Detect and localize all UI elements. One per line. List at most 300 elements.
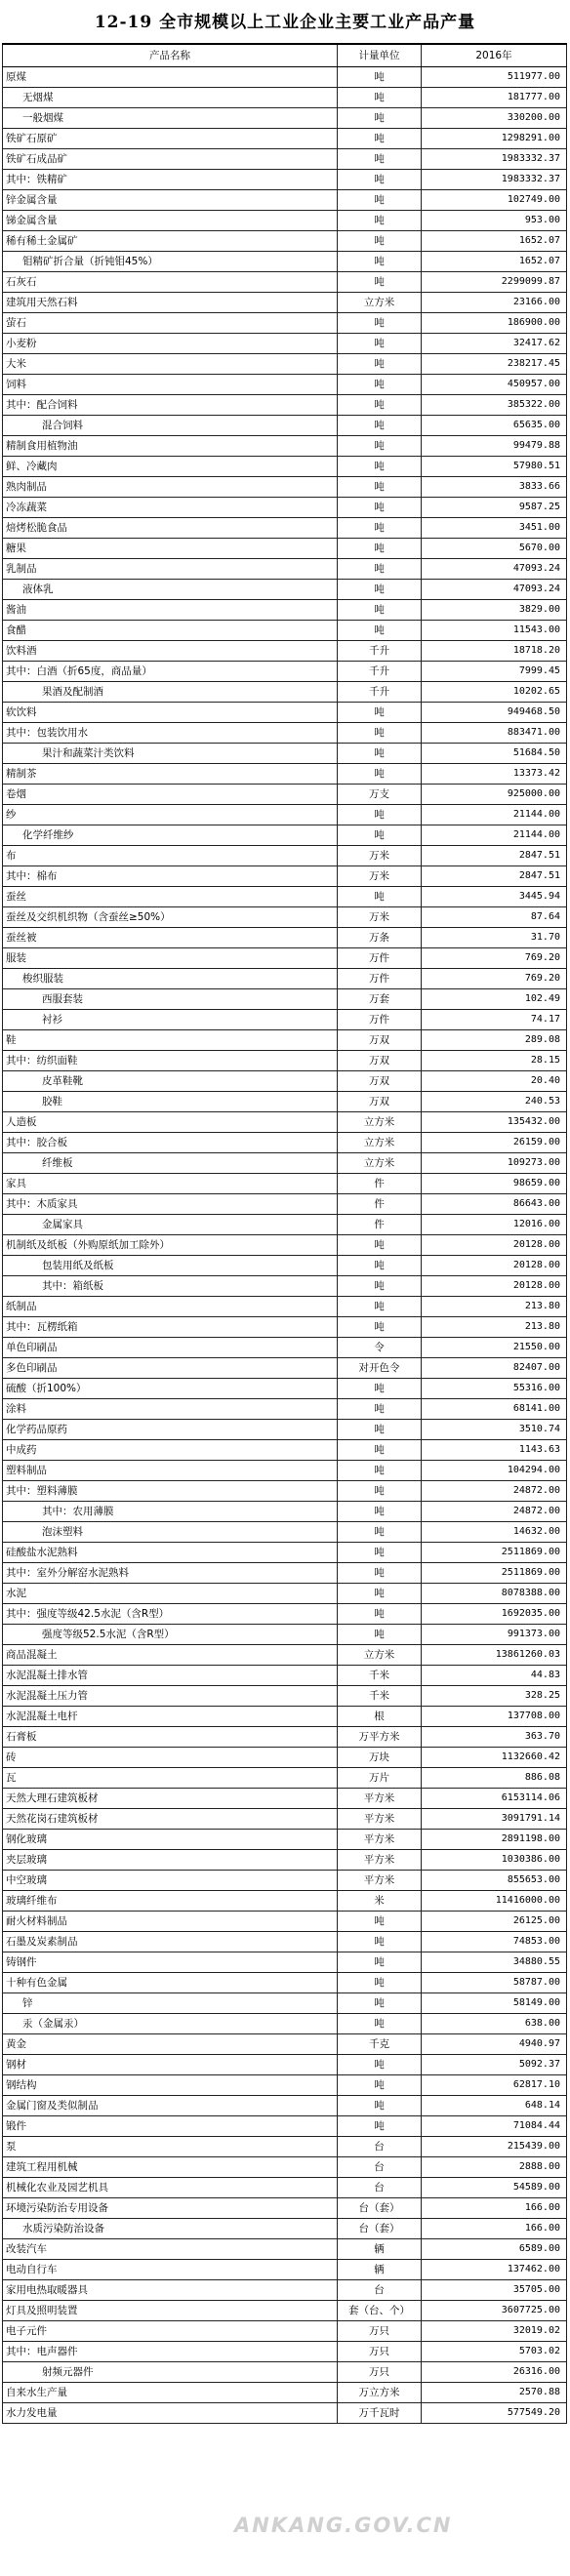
value-cell: 14632.00 — [422, 1522, 567, 1543]
value-cell: 26159.00 — [422, 1133, 567, 1153]
value-cell: 58787.00 — [422, 1973, 567, 1993]
table-row — [3, 2260, 567, 2280]
table-row — [3, 1952, 567, 1973]
product-name-cell: 电子元件 — [3, 2321, 338, 2342]
product-name-cell: 乳制品 — [3, 559, 338, 580]
product-name-cell: 家用电热取暖器具 — [3, 2280, 338, 2301]
table-row — [3, 1112, 567, 1133]
unit-cell: 米 — [338, 1891, 422, 1912]
table-row — [3, 682, 567, 703]
value-cell: 31.70 — [422, 928, 567, 948]
value-cell: 3510.74 — [422, 1420, 567, 1440]
table-row — [3, 2362, 567, 2383]
value-cell: 328.25 — [422, 1686, 567, 1707]
unit-cell: 吨 — [338, 149, 422, 170]
table-row — [3, 969, 567, 989]
value-cell: 6153114.06 — [422, 1789, 567, 1809]
value-cell: 925000.00 — [422, 785, 567, 805]
table-row — [3, 1666, 567, 1686]
product-name-cell: 其中：配合饲料 — [3, 395, 338, 416]
table-row — [3, 293, 567, 313]
unit-cell: 吨 — [338, 1481, 422, 1502]
product-name-cell: 布 — [3, 846, 338, 866]
unit-cell: 件 — [338, 1215, 422, 1235]
value-cell: 240.53 — [422, 1092, 567, 1112]
unit-cell: 吨 — [338, 600, 422, 621]
unit-cell: 吨 — [338, 190, 422, 211]
value-cell: 34880.55 — [422, 1952, 567, 1973]
table-row — [3, 170, 567, 190]
unit-cell: 立方米 — [338, 1645, 422, 1666]
value-cell: 3091791.14 — [422, 1809, 567, 1830]
unit-cell: 辆 — [338, 2239, 422, 2260]
value-cell: 44.83 — [422, 1666, 567, 1686]
product-name-cell: 皮革鞋靴 — [3, 1071, 338, 1092]
table-row — [3, 1932, 567, 1952]
value-cell: 3607725.00 — [422, 2301, 567, 2321]
table-row — [3, 1645, 567, 1666]
product-name-cell: 其中：棉布 — [3, 866, 338, 887]
table-row — [3, 1194, 567, 1215]
value-cell: 82407.00 — [422, 1358, 567, 1379]
unit-cell: 万只 — [338, 2362, 422, 2383]
unit-cell: 吨 — [338, 211, 422, 231]
value-cell: 363.70 — [422, 1727, 567, 1748]
unit-cell: 吨 — [338, 518, 422, 539]
value-cell: 99479.88 — [422, 436, 567, 457]
table-row — [3, 416, 567, 436]
product-name-cell: 瓦 — [3, 1768, 338, 1789]
value-cell: 11416000.00 — [422, 1891, 567, 1912]
value-cell: 450957.00 — [422, 375, 567, 395]
unit-cell: 台 — [338, 2178, 422, 2198]
unit-cell: 根 — [338, 1707, 422, 1727]
value-cell: 2888.00 — [422, 2157, 567, 2178]
value-cell: 47093.24 — [422, 580, 567, 600]
table-row — [3, 354, 567, 375]
table-row — [3, 621, 567, 641]
product-name-cell: 涂料 — [3, 1399, 338, 1420]
table-row — [3, 703, 567, 723]
product-name-cell: 其中：瓦楞纸箱 — [3, 1317, 338, 1338]
value-cell: 55316.00 — [422, 1379, 567, 1399]
value-cell: 12016.00 — [422, 1215, 567, 1235]
value-cell: 4940.97 — [422, 2034, 567, 2055]
value-cell: 2511869.00 — [422, 1543, 567, 1563]
value-cell: 1143.63 — [422, 1440, 567, 1461]
product-name-cell: 胶鞋 — [3, 1092, 338, 1112]
product-name-cell: 锌金属含量 — [3, 190, 338, 211]
value-cell: 109273.00 — [422, 1153, 567, 1174]
value-cell: 26125.00 — [422, 1912, 567, 1932]
product-name-cell: 水泥 — [3, 1584, 338, 1604]
site-watermark: ANKANG.GOV.CN — [234, 2514, 453, 2537]
table-row — [3, 190, 567, 211]
value-cell: 21144.00 — [422, 825, 567, 846]
table-row — [3, 744, 567, 764]
table-row — [3, 600, 567, 621]
table-row — [3, 2321, 567, 2342]
product-name-cell: 水泥混凝土电杆 — [3, 1707, 338, 1727]
product-name-cell: 汞（金属汞） — [3, 2014, 338, 2034]
table-row — [3, 1297, 567, 1317]
unit-cell: 万双 — [338, 1092, 422, 1112]
product-name-cell: 建筑工程用机械 — [3, 2157, 338, 2178]
product-name-cell: 小麦粉 — [3, 334, 338, 354]
unit-cell: 套（台、个） — [338, 2301, 422, 2321]
value-cell: 62817.10 — [422, 2075, 567, 2096]
value-cell: 13861260.03 — [422, 1645, 567, 1666]
unit-cell: 吨 — [338, 825, 422, 846]
value-cell: 215439.00 — [422, 2137, 567, 2157]
unit-cell: 平方米 — [338, 1809, 422, 1830]
product-name-cell: 石墨及炭素制品 — [3, 1932, 338, 1952]
value-cell: 1652.07 — [422, 252, 567, 272]
product-name-cell: 饮料酒 — [3, 641, 338, 662]
unit-cell: 吨 — [338, 2116, 422, 2137]
product-name-cell: 其中：胶合板 — [3, 1133, 338, 1153]
value-cell: 1132660.42 — [422, 1748, 567, 1768]
unit-cell: 吨 — [338, 272, 422, 293]
table-row — [3, 1584, 567, 1604]
product-name-cell: 服装 — [3, 948, 338, 969]
value-cell: 20.40 — [422, 1071, 567, 1092]
product-name-cell: 其中：铁精矿 — [3, 170, 338, 190]
unit-cell: 万块 — [338, 1748, 422, 1768]
product-name-cell: 无烟煤 — [3, 88, 338, 108]
unit-cell: 吨 — [338, 1440, 422, 1461]
unit-cell: 千克 — [338, 2034, 422, 2055]
product-name-cell: 泵 — [3, 2137, 338, 2157]
unit-cell: 吨 — [338, 887, 422, 907]
production-table — [2, 43, 567, 2424]
product-name-cell: 硅酸盐水泥熟料 — [3, 1543, 338, 1563]
table-row — [3, 375, 567, 395]
table-body — [3, 67, 567, 2424]
value-cell: 638.00 — [422, 2014, 567, 2034]
table-row — [3, 252, 567, 272]
unit-cell: 吨 — [338, 1912, 422, 1932]
product-name-cell: 中成药 — [3, 1440, 338, 1461]
table-row — [3, 2301, 567, 2321]
value-cell: 3445.94 — [422, 887, 567, 907]
unit-cell: 平方米 — [338, 1850, 422, 1871]
product-name-cell: 天然花岗石建筑板材 — [3, 1809, 338, 1830]
value-cell: 883471.00 — [422, 723, 567, 744]
product-name-cell: 梭织服装 — [3, 969, 338, 989]
product-name-cell: 纸制品 — [3, 1297, 338, 1317]
value-cell: 68141.00 — [422, 1399, 567, 1420]
product-name-cell: 水力发电量 — [3, 2403, 338, 2424]
product-name-cell: 其中：木质家具 — [3, 1194, 338, 1215]
product-name-cell: 改装汽车 — [3, 2239, 338, 2260]
value-cell: 2511869.00 — [422, 1563, 567, 1584]
unit-cell: 万千瓦时 — [338, 2403, 422, 2424]
value-cell: 20128.00 — [422, 1256, 567, 1276]
product-name-cell: 钢化玻璃 — [3, 1830, 338, 1850]
product-name-cell: 夹层玻璃 — [3, 1850, 338, 1871]
unit-cell: 吨 — [338, 354, 422, 375]
value-cell: 166.00 — [422, 2219, 567, 2239]
table-row — [3, 2198, 567, 2219]
unit-cell: 万套 — [338, 989, 422, 1010]
value-cell: 2891198.00 — [422, 1830, 567, 1850]
unit-cell: 万米 — [338, 846, 422, 866]
product-name-cell: 铸钢件 — [3, 1952, 338, 1973]
table-row — [3, 1071, 567, 1092]
value-cell: 54589.00 — [422, 2178, 567, 2198]
unit-cell: 吨 — [338, 1317, 422, 1338]
table-row — [3, 1030, 567, 1051]
value-cell: 991373.00 — [422, 1625, 567, 1645]
table-row — [3, 1420, 567, 1440]
product-name-cell: 机制纸及纸板（外购原纸加工除外） — [3, 1235, 338, 1256]
product-name-cell: 衬衫 — [3, 1010, 338, 1030]
value-cell: 102749.00 — [422, 190, 567, 211]
unit-cell: 吨 — [338, 88, 422, 108]
table-row — [3, 1235, 567, 1256]
table-row — [3, 1522, 567, 1543]
unit-cell: 吨 — [338, 334, 422, 354]
product-name-cell: 包装用纸及纸板 — [3, 1256, 338, 1276]
unit-cell: 万只 — [338, 2342, 422, 2362]
unit-cell: 吨 — [338, 2075, 422, 2096]
unit-cell: 吨 — [338, 1420, 422, 1440]
table-row — [3, 1686, 567, 1707]
product-name-cell: 泡沫塑料 — [3, 1522, 338, 1543]
table-row — [3, 313, 567, 334]
value-cell: 385322.00 — [422, 395, 567, 416]
unit-cell: 吨 — [338, 1604, 422, 1625]
product-name-cell: 锑金属含量 — [3, 211, 338, 231]
value-cell: 135432.00 — [422, 1112, 567, 1133]
product-name-cell: 果酒及配制酒 — [3, 682, 338, 703]
table-row — [3, 395, 567, 416]
unit-cell: 万支 — [338, 785, 422, 805]
unit-cell: 吨 — [338, 2096, 422, 2116]
unit-cell: 吨 — [338, 436, 422, 457]
table-row — [3, 498, 567, 518]
unit-cell: 吨 — [338, 1973, 422, 1993]
unit-cell: 吨 — [338, 1625, 422, 1645]
product-name-cell: 其中：塑料薄膜 — [3, 1481, 338, 1502]
unit-cell: 吨 — [338, 1297, 422, 1317]
table-row — [3, 2178, 567, 2198]
value-cell: 2299099.87 — [422, 272, 567, 293]
product-name-cell: 十种有色金属 — [3, 1973, 338, 1993]
table-row — [3, 108, 567, 129]
product-name-cell: 一般烟煤 — [3, 108, 338, 129]
unit-cell: 吨 — [338, 477, 422, 498]
table-row — [3, 129, 567, 149]
unit-cell: 吨 — [338, 1276, 422, 1297]
unit-cell: 千升 — [338, 641, 422, 662]
unit-cell: 吨 — [338, 313, 422, 334]
value-cell: 65635.00 — [422, 416, 567, 436]
value-cell: 51684.50 — [422, 744, 567, 764]
product-name-cell: 纤维板 — [3, 1153, 338, 1174]
product-name-cell: 钼精矿折合量（折钝钼45%） — [3, 252, 338, 272]
value-cell: 58149.00 — [422, 1993, 567, 2014]
unit-cell: 吨 — [338, 580, 422, 600]
value-cell: 1030386.00 — [422, 1850, 567, 1871]
product-name-cell: 黄金 — [3, 2034, 338, 2055]
value-cell: 5703.02 — [422, 2342, 567, 2362]
table-row — [3, 2403, 567, 2424]
unit-cell: 万平方米 — [338, 1727, 422, 1748]
product-name-cell: 酱油 — [3, 600, 338, 621]
table-row — [3, 1461, 567, 1481]
unit-cell: 台 — [338, 2280, 422, 2301]
value-cell: 3451.00 — [422, 518, 567, 539]
table-header — [3, 44, 567, 67]
table-row — [3, 1993, 567, 2014]
value-cell: 32417.62 — [422, 334, 567, 354]
unit-cell: 吨 — [338, 1379, 422, 1399]
product-name-cell: 硫酸（折100%） — [3, 1379, 338, 1399]
value-cell: 3829.00 — [422, 600, 567, 621]
unit-cell: 万件 — [338, 1010, 422, 1030]
value-cell: 26316.00 — [422, 2362, 567, 2383]
unit-cell: 万双 — [338, 1030, 422, 1051]
table-row — [3, 1399, 567, 1420]
product-name-cell: 环境污染防治专用设备 — [3, 2198, 338, 2219]
unit-cell: 吨 — [338, 1932, 422, 1952]
value-cell: 949468.50 — [422, 703, 567, 723]
value-cell: 28.15 — [422, 1051, 567, 1071]
product-name-cell: 鞋 — [3, 1030, 338, 1051]
table-row — [3, 1748, 567, 1768]
unit-cell: 万件 — [338, 948, 422, 969]
product-name-cell: 建筑用天然石料 — [3, 293, 338, 313]
table-row — [3, 539, 567, 559]
header-year: 2016年 — [422, 44, 567, 67]
product-name-cell: 自来水生产量 — [3, 2383, 338, 2403]
unit-cell: 万双 — [338, 1071, 422, 1092]
table-row — [3, 1215, 567, 1235]
table-row — [3, 1850, 567, 1871]
table-row — [3, 88, 567, 108]
value-cell: 21550.00 — [422, 1338, 567, 1358]
product-name-cell: 塑料制品 — [3, 1461, 338, 1481]
value-cell: 1692035.00 — [422, 1604, 567, 1625]
table-row — [3, 334, 567, 354]
value-cell: 213.80 — [422, 1297, 567, 1317]
value-cell: 20128.00 — [422, 1235, 567, 1256]
value-cell: 86643.00 — [422, 1194, 567, 1215]
unit-cell: 吨 — [338, 395, 422, 416]
table-row — [3, 149, 567, 170]
table-row — [3, 907, 567, 928]
table-row — [3, 1604, 567, 1625]
table-row — [3, 1440, 567, 1461]
unit-cell: 吨 — [338, 170, 422, 190]
unit-cell: 千升 — [338, 662, 422, 682]
product-name-cell: 软饮料 — [3, 703, 338, 723]
table-row — [3, 1481, 567, 1502]
product-name-cell: 其中：包装饮用水 — [3, 723, 338, 744]
product-name-cell: 蚕丝及交织机织物（含蚕丝≥50%） — [3, 907, 338, 928]
table-row — [3, 662, 567, 682]
table-row — [3, 1379, 567, 1399]
product-name-cell: 熟肉制品 — [3, 477, 338, 498]
product-name-cell: 糖果 — [3, 539, 338, 559]
table-row — [3, 67, 567, 88]
value-cell: 330200.00 — [422, 108, 567, 129]
unit-cell: 平方米 — [338, 1830, 422, 1850]
value-cell: 953.00 — [422, 211, 567, 231]
product-name-cell: 其中：白酒（折65度，商品量） — [3, 662, 338, 682]
table-row — [3, 1092, 567, 1112]
table-row — [3, 1973, 567, 1993]
value-cell: 238217.45 — [422, 354, 567, 375]
product-name-cell: 水泥混凝土压力管 — [3, 1686, 338, 1707]
table-row — [3, 1891, 567, 1912]
value-cell: 7999.45 — [422, 662, 567, 682]
table-row — [3, 2383, 567, 2403]
unit-cell: 吨 — [338, 1399, 422, 1420]
product-name-cell: 机械化农业及园艺机具 — [3, 2178, 338, 2198]
product-name-cell: 其中：箱纸板 — [3, 1276, 338, 1297]
unit-cell: 台（套） — [338, 2198, 422, 2219]
value-cell: 98659.00 — [422, 1174, 567, 1194]
product-name-cell: 单色印刷品 — [3, 1338, 338, 1358]
unit-cell: 吨 — [338, 67, 422, 88]
value-cell: 769.20 — [422, 948, 567, 969]
unit-cell: 吨 — [338, 2055, 422, 2075]
unit-cell: 吨 — [338, 498, 422, 518]
product-name-cell: 射频元器件 — [3, 2362, 338, 2383]
unit-cell: 吨 — [338, 805, 422, 825]
product-name-cell: 混合饲料 — [3, 416, 338, 436]
table-row — [3, 559, 567, 580]
table-row — [3, 1543, 567, 1563]
table-row — [3, 1174, 567, 1194]
product-name-cell: 铁矿石原矿 — [3, 129, 338, 149]
product-name-cell: 家具 — [3, 1174, 338, 1194]
unit-cell: 吨 — [338, 744, 422, 764]
table-row — [3, 580, 567, 600]
unit-cell: 立方米 — [338, 293, 422, 313]
value-cell: 24872.00 — [422, 1481, 567, 1502]
product-name-cell: 耐火材料制品 — [3, 1912, 338, 1932]
unit-cell: 令 — [338, 1338, 422, 1358]
unit-cell: 吨 — [338, 1461, 422, 1481]
product-name-cell: 钢结构 — [3, 2075, 338, 2096]
product-name-cell: 玻璃纤维布 — [3, 1891, 338, 1912]
product-name-cell: 砖 — [3, 1748, 338, 1768]
value-cell: 137708.00 — [422, 1707, 567, 1727]
value-cell: 5670.00 — [422, 539, 567, 559]
product-name-cell: 食醋 — [3, 621, 338, 641]
unit-cell: 吨 — [338, 539, 422, 559]
value-cell: 855653.00 — [422, 1871, 567, 1891]
unit-cell: 吨 — [338, 723, 422, 744]
unit-cell: 千升 — [338, 682, 422, 703]
value-cell: 511977.00 — [422, 67, 567, 88]
table-row — [3, 1317, 567, 1338]
table-row — [3, 436, 567, 457]
value-cell: 21144.00 — [422, 805, 567, 825]
header-product-name: 产品名称 — [3, 44, 338, 67]
product-name-cell: 金属家具 — [3, 1215, 338, 1235]
table-row — [3, 272, 567, 293]
product-name-cell: 稀有稀土金属矿 — [3, 231, 338, 252]
value-cell: 577549.20 — [422, 2403, 567, 2424]
product-name-cell: 石灰石 — [3, 272, 338, 293]
value-cell: 35705.00 — [422, 2280, 567, 2301]
table-row — [3, 1707, 567, 1727]
